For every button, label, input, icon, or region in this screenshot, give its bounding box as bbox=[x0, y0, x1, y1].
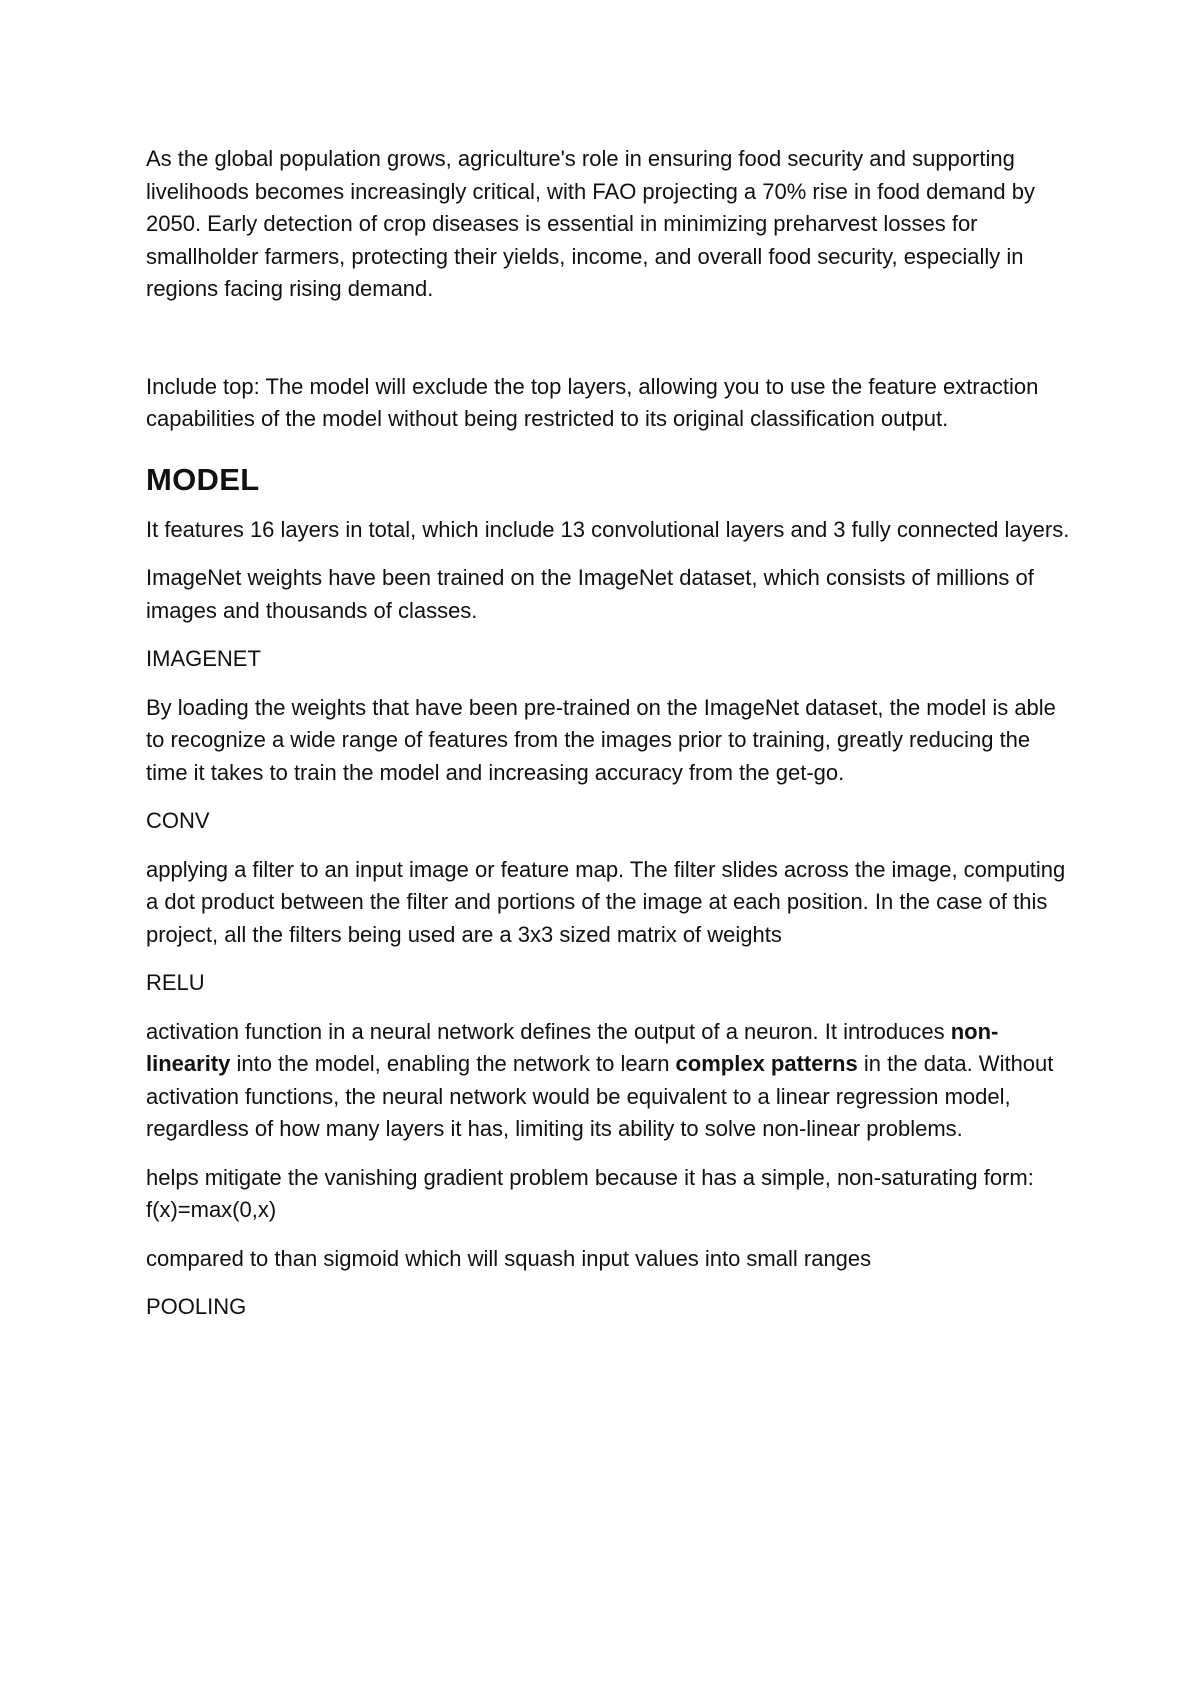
relu-gradient-paragraph: helps mitigate the vanishing gradient problem because it has a simple, non-saturating form: f(x)=max(0,x) bbox=[146, 1164, 1034, 1222]
relu-bold-nonlinearity: non-linearity bbox=[146, 1018, 999, 1076]
relu-heading: RELU bbox=[146, 970, 205, 995]
pooling-heading: POOLING bbox=[146, 1294, 247, 1319]
relu-body-text-1: activation function in a neural network defines the output of a neuron. It introduces bbox=[146, 1018, 951, 1044]
relu-body-paragraph bbox=[146, 1016, 1076, 1146]
imagenet-weights-paragraph: ImageNet weights have been trained on the ImageNet dataset, which consists of millions of images and thousands of classes. bbox=[146, 565, 1034, 623]
include-top-paragraph: Include top: The model will exclude the top layers, allowing you to use the feature extraction capabilities of the model without being restricted to its original classification output. bbox=[146, 373, 1039, 431]
relu-bold-complex-patterns: complex patterns bbox=[675, 1051, 858, 1076]
relu-body-text-3: in the data. Without activation functions, the neural network would be equivalent to a linear regression model, regardless of how many layers it has, limiting its ability to solve non-linear problems. bbox=[146, 1051, 1054, 1141]
relu-body-text-2: into the model, enabling the network to learn bbox=[230, 1051, 676, 1076]
imagenet-heading: IMAGENET bbox=[146, 646, 261, 671]
model-heading: MODEL bbox=[146, 461, 260, 497]
conv-heading: CONV bbox=[146, 808, 210, 833]
intro-paragraph: As the global population grows, agriculture's role in ensuring food security and supporting livelihoods becomes increasingly critical, with FAO projecting a 70% rise in food demand by 2050. Early detection of crop diseases is essential in minimizing preharvest losses for smallholder farmers, protecting their yields, income, and overall food security, especially in regions facing rising demand. bbox=[146, 146, 1035, 301]
model-layers-paragraph: It features 16 layers in total, which include 13 convolutional layers and 3 fully connected layers. bbox=[146, 516, 1070, 542]
imagenet-body-paragraph: By loading the weights that have been pre-trained on the ImageNet dataset, the model is able to recognize a wide range of features from the images prior to training, greatly reducing the time it takes to train the model and increasing accuracy from the get-go. bbox=[146, 694, 1056, 785]
relu-sigmoid-paragraph: compared to than sigmoid which will squash input values into small ranges bbox=[146, 1245, 872, 1271]
conv-body-paragraph: applying a filter to an input image or feature map. The filter slides across the image, computing a dot product between the filter and portions of the image at each position. In the case of this project, all the filters being used are a 3x3 sized matrix of weights bbox=[146, 856, 1066, 947]
document-page bbox=[146, 143, 1076, 1324]
